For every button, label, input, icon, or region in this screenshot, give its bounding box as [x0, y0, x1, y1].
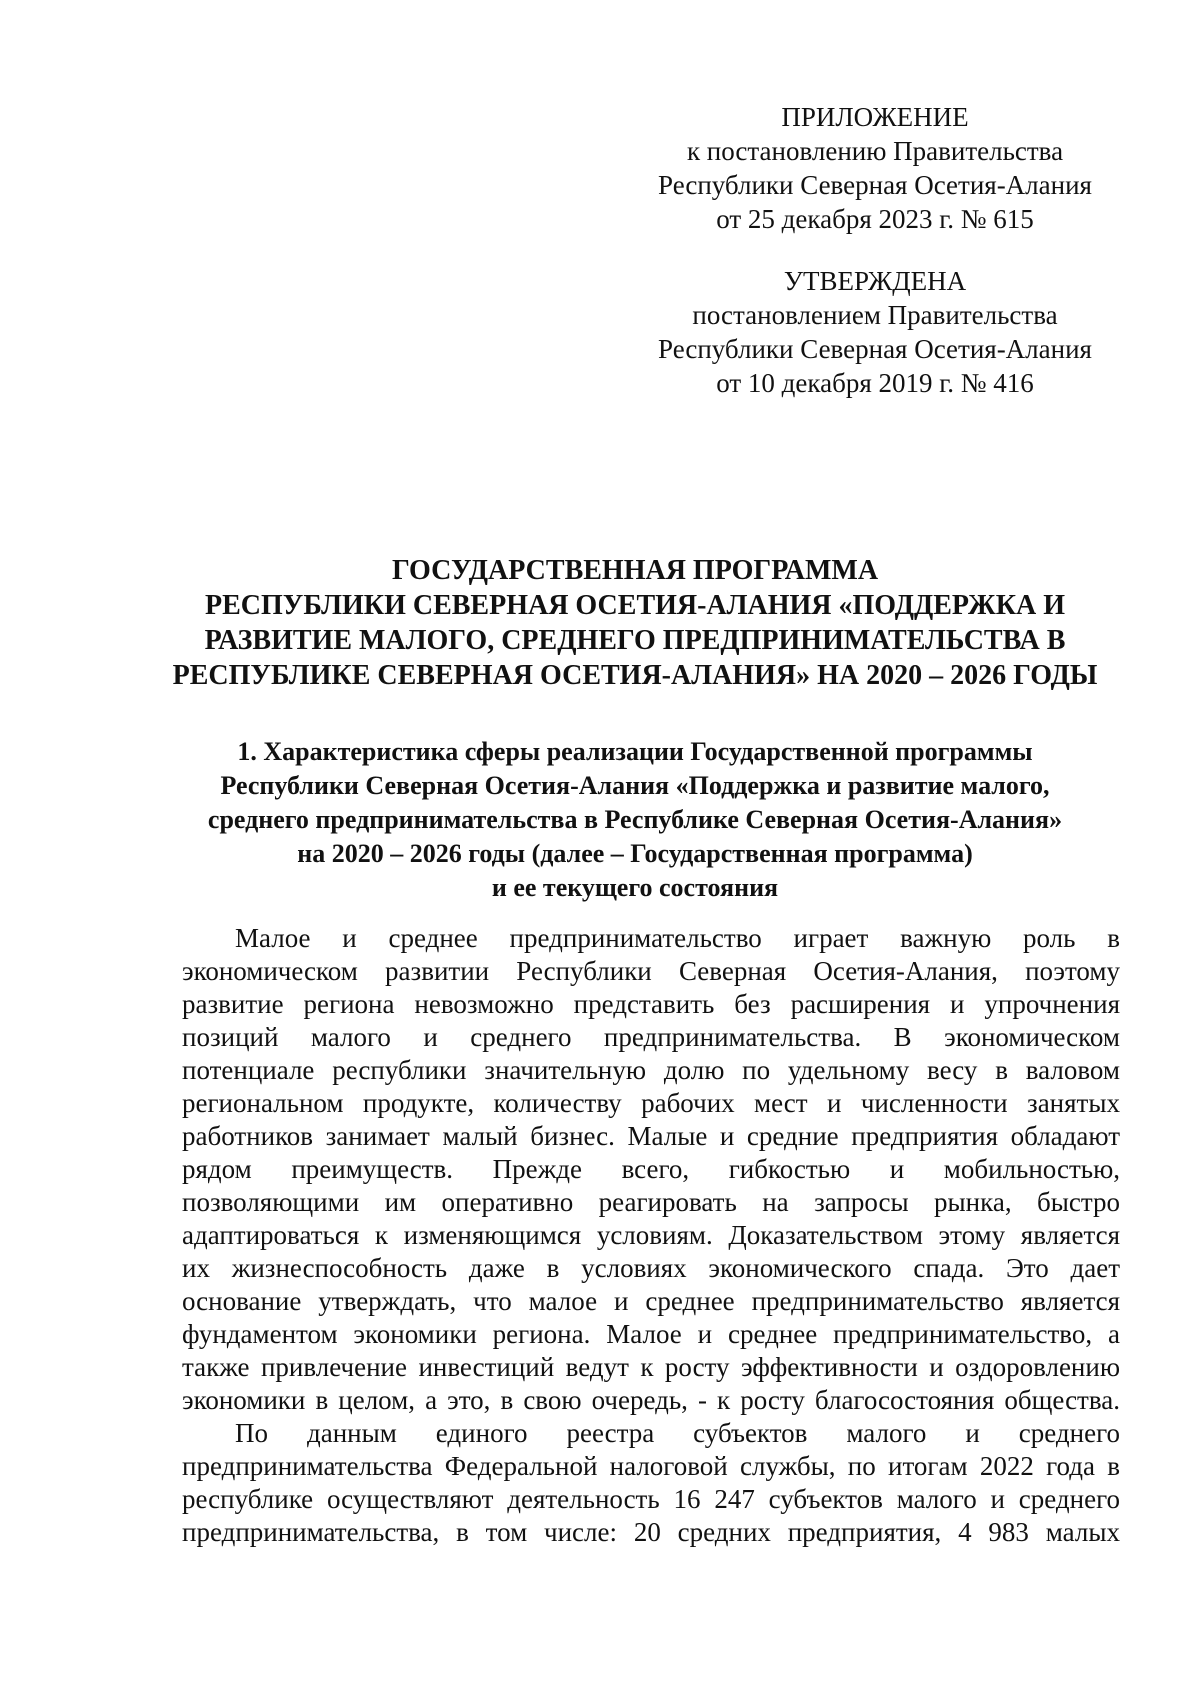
stamp-line: к постановлению Правительства — [686, 136, 1064, 166]
text-line: адаптироваться к изменяющимся условиям. Доказательством этому является — [182, 1220, 1120, 1250]
text-line: их жизнеспособность даже в условиях экономического спада. Это дает — [182, 1253, 1120, 1283]
text-line: предпринимательства Федеральной налоговой службы, по итогам 2022 года в — [182, 1451, 1120, 1481]
stamp-line: постановлением Правительства — [692, 300, 1058, 330]
text-line: экономическом развитии Республики Северная Осетия-Алания, поэтому — [182, 956, 1120, 986]
heading-line: среднего предпринимательства в Республике Северная Осетия-Алания» — [207, 805, 1063, 834]
heading-line: на 2020 – 2026 годы (далее – Государственная программа) — [297, 839, 973, 868]
body-text — [182, 922, 1120, 1549]
text-line: фундаментом экономики региона. Малое и среднее предпринимательство, а — [182, 1319, 1120, 1349]
text-line: основание утверждать, что малое и среднее предпринимательство является — [182, 1286, 1120, 1316]
stamp-line: от 25 декабря 2023 г. № 615 — [716, 204, 1034, 234]
text-line: экономики в целом, а это, в свою очередь, - к росту благосостояния общества. — [182, 1385, 1120, 1415]
text-line: позволяющими им оперативно реагировать на запросы рынка, быстро — [182, 1187, 1120, 1217]
appendix-stamp — [640, 100, 1110, 236]
text-line: потенциале республики значительную долю по удельному весу в валовом — [182, 1055, 1120, 1085]
heading-line: 1. Характеристика сферы реализации Государственной программы — [237, 737, 1033, 766]
paragraph-1 — [182, 922, 1120, 1417]
heading-line: Республики Северная Осетия-Алания «Поддержка и развитие малого, — [220, 771, 1050, 800]
stamp-line: УТВЕРЖДЕНА — [783, 266, 967, 296]
title-line: РАЗВИТИЕ МАЛОГО, СРЕДНЕГО ПРЕДПРИНИМАТЕЛЬСТВА В — [204, 625, 1066, 656]
section-heading — [150, 735, 1120, 905]
stamp-line: Республики Северная Осетия-Алания — [658, 334, 1092, 364]
text-line: рядом преимуществ. Прежде всего, гибкостью и мобильностью, — [182, 1154, 1120, 1184]
text-line: также привлечение инвестиций ведут к росту эффективности и оздоровлению — [182, 1352, 1120, 1382]
text-line: Малое и среднее предпринимательство играет важную роль в — [235, 923, 1120, 953]
stamp-line: от 10 декабря 2019 г. № 416 — [716, 368, 1034, 398]
approval-stamp — [640, 264, 1110, 400]
paragraph-2 — [182, 1417, 1120, 1549]
title-line: ГОСУДАРСТВЕННАЯ ПРОГРАММА — [391, 555, 879, 586]
document-title — [150, 553, 1120, 693]
text-line: развитие региона невозможно представить без расширения и упрочнения — [182, 989, 1120, 1019]
text-line: позиций малого и среднего предпринимательства. В экономическом — [182, 1022, 1120, 1052]
text-line: республике осуществляют деятельность 16 247 субъектов малого и среднего — [182, 1484, 1120, 1514]
text-line: региональном продукте, количеству рабочих мест и численности занятых — [182, 1088, 1120, 1118]
text-line: предпринимательства, в том числе: 20 средних предприятия, 4 983 малых — [182, 1517, 1120, 1547]
text-line: По данным единого реестра субъектов малого и среднего — [235, 1418, 1120, 1448]
stamp-line: Республики Северная Осетия-Алания — [658, 170, 1092, 200]
stamp-line: ПРИЛОЖЕНИЕ — [781, 102, 969, 132]
heading-line: и ее текущего состояния — [491, 873, 779, 902]
text-line: работников занимает малый бизнес. Малые и средние предприятия обладают — [182, 1121, 1120, 1151]
title-line: РЕСПУБЛИКИ СЕВЕРНАЯ ОСЕТИЯ-АЛАНИЯ «ПОДДЕРЖКА И — [204, 590, 1065, 621]
title-line: РЕСПУБЛИКЕ СЕВЕРНАЯ ОСЕТИЯ-АЛАНИЯ» НА 2020 – 2026 ГОДЫ — [172, 660, 1098, 691]
